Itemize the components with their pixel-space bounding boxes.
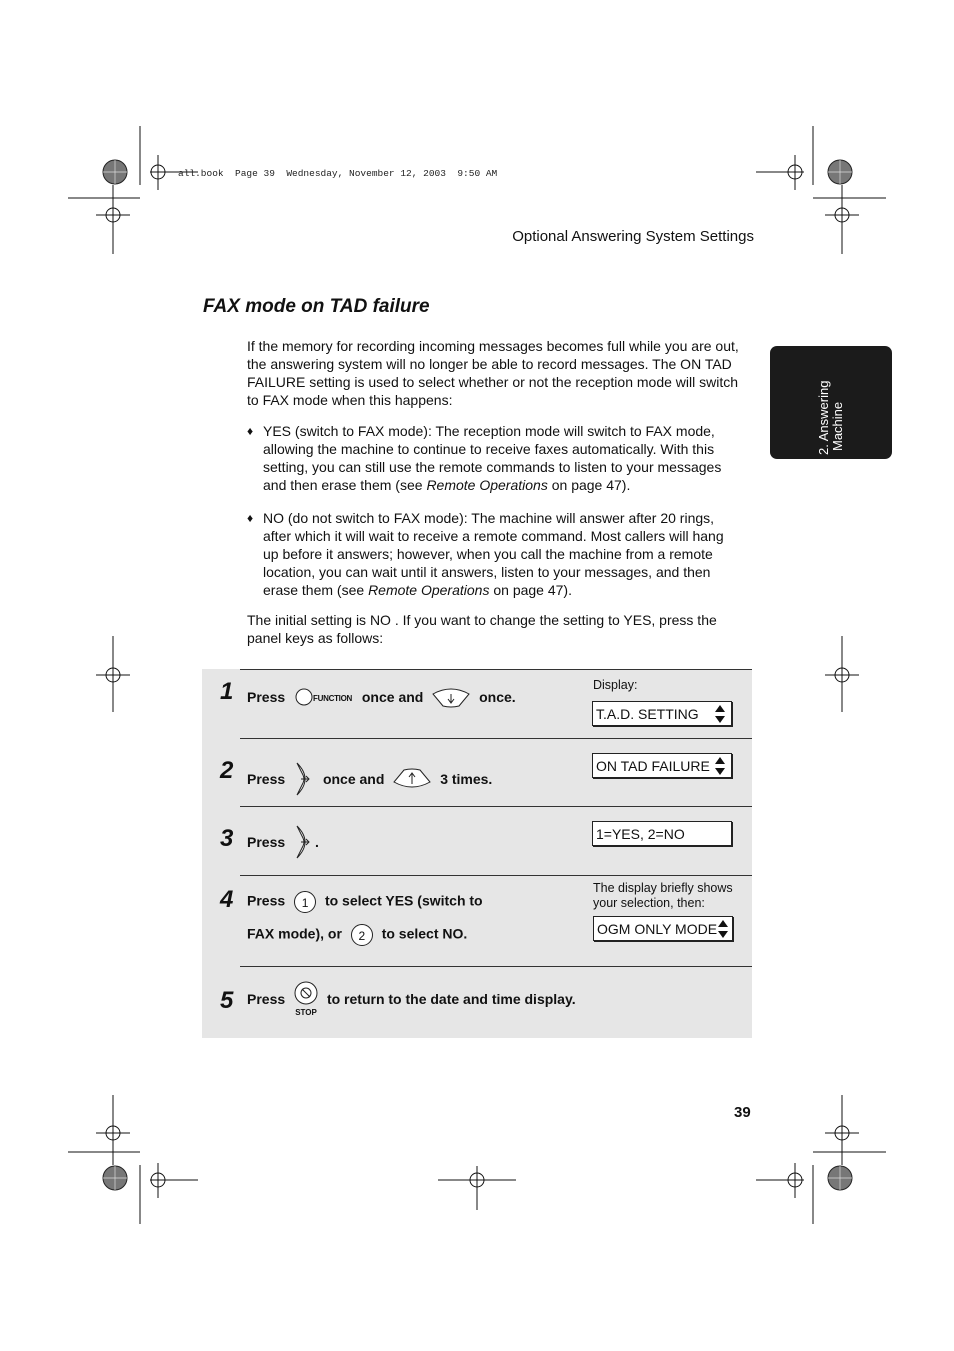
lcd-yes-no (592, 821, 732, 846)
step-5-press: Press (247, 991, 286, 1007)
step-4-text2a: FAX mode), or (247, 925, 342, 942)
up-down-arrows-icon (716, 919, 730, 947)
diamond-bullet-icon: ♦ (247, 511, 254, 525)
lcd-ogm-only-mode (593, 916, 733, 941)
separator (240, 875, 752, 876)
steps-box (202, 669, 752, 1038)
step-4-text1: to select YES (switch to (324, 892, 483, 909)
step-1-end: once. (479, 689, 516, 706)
bullet-no-page: on page 47). (489, 582, 572, 598)
step-4-text2b: to select NO. (381, 925, 468, 942)
diamond-bullet-icon: ♦ (247, 424, 254, 438)
key-1-button[interactable]: 1 (294, 891, 316, 913)
step-4-note: The display briefly shows your selection, then: (593, 881, 733, 910)
lcd-on-tad-failure (592, 753, 732, 778)
lcd-text: 1=YES, 2=NO (596, 826, 685, 842)
stop-key-button[interactable] (293, 981, 319, 1017)
chapter-tab (770, 346, 892, 459)
step-1-press: Press (247, 689, 286, 706)
up-arrow-key-icon[interactable] (392, 768, 432, 793)
chapter-tab-line1: 2. Answering (816, 380, 831, 455)
chapter-tab-label (817, 351, 845, 455)
step-4-number: 4 (220, 886, 234, 913)
lcd-text: ON TAD FAILURE (596, 758, 710, 774)
right-arrow-key-icon[interactable] (293, 761, 315, 800)
right-arrow-key-icon[interactable] (293, 824, 315, 863)
step-3-text (247, 824, 319, 863)
function-key-icon[interactable] (295, 688, 313, 709)
step-1-number: 1 (220, 678, 234, 705)
bullet-no (247, 509, 739, 599)
up-down-arrows-icon (713, 704, 727, 732)
print-info-line: all.book Page 39 Wednesday, November 12, 2003 9:50 AM (178, 168, 498, 179)
bullet-yes-ref: Remote Operations (426, 477, 548, 493)
stop-key-label: STOP (295, 1008, 317, 1017)
down-arrow-key-icon[interactable] (431, 686, 471, 711)
step-4-press: Press (247, 892, 286, 909)
step-3-press: Press (247, 834, 286, 851)
separator (240, 738, 752, 739)
bullet-no-ref: Remote Operations (368, 582, 490, 598)
step-4-line1 (247, 891, 483, 913)
step-1-text (247, 686, 516, 711)
step-2-end: 3 times. (440, 771, 493, 788)
step-1-mid: once and (361, 689, 424, 706)
step-5-end: to return to the date and time display. (326, 991, 576, 1007)
separator (240, 806, 752, 807)
step-5-text (247, 981, 576, 1017)
separator (240, 669, 752, 670)
chapter-tab-line2: Machine (830, 401, 845, 451)
key-2-button[interactable]: 2 (351, 924, 373, 946)
bullet-yes-text: YES (switch to FAX mode): The reception mode will switch to FAX mode, allowing the machine to continue to receive faxes automatically. With this setting, you can still use the remote commands to listen to your messages and then erase them (see (263, 423, 722, 493)
up-down-arrows-icon (713, 756, 727, 784)
step-2-number: 2 (220, 757, 234, 784)
lcd-text: OGM ONLY MODE (597, 921, 718, 937)
intro-paragraph: If the memory for recording incoming messages becomes full while you are out, the answering system will no longer be able to record messages. The ON TAD FAILURE setting is used to select whether or not the reception mode will switch to FAX mode when this happens: (247, 338, 739, 408)
lcd-tad-setting (592, 701, 732, 726)
stop-icon (293, 981, 319, 1005)
step-3-number: 3 (220, 825, 234, 852)
display-label: Display: (593, 678, 638, 692)
bullet-yes (247, 422, 739, 494)
page-number: 39 (734, 1104, 751, 1121)
bullet-yes-page: on page 47). (547, 477, 631, 493)
step-5-number: 5 (220, 987, 234, 1014)
running-header: Optional Answering System Settings (512, 228, 754, 245)
step-2-mid: once and (322, 771, 385, 788)
separator (240, 966, 752, 967)
step-3-end: . (315, 834, 319, 851)
step-2-press: Press (247, 771, 286, 788)
lcd-text: T.A.D. SETTING (596, 706, 699, 722)
step-2-text (247, 761, 492, 800)
section-title: FAX mode on TAD failure (203, 296, 430, 317)
step-4-line2 (247, 924, 467, 946)
bullet-no-text: NO (do not switch to FAX mode): The machine will answer after 20 rings, after which it will wait to receive a remote command. Most callers will hang up before it answers; however, when you call the machine from a remote location, you can wait until it answers, listen to your messages, and then erase them (see (263, 510, 724, 598)
function-key-label: FUNCTION (313, 694, 352, 703)
outro-paragraph: The initial setting is NO . If you want to change the setting to YES, press the panel keys as follows: (247, 612, 717, 646)
